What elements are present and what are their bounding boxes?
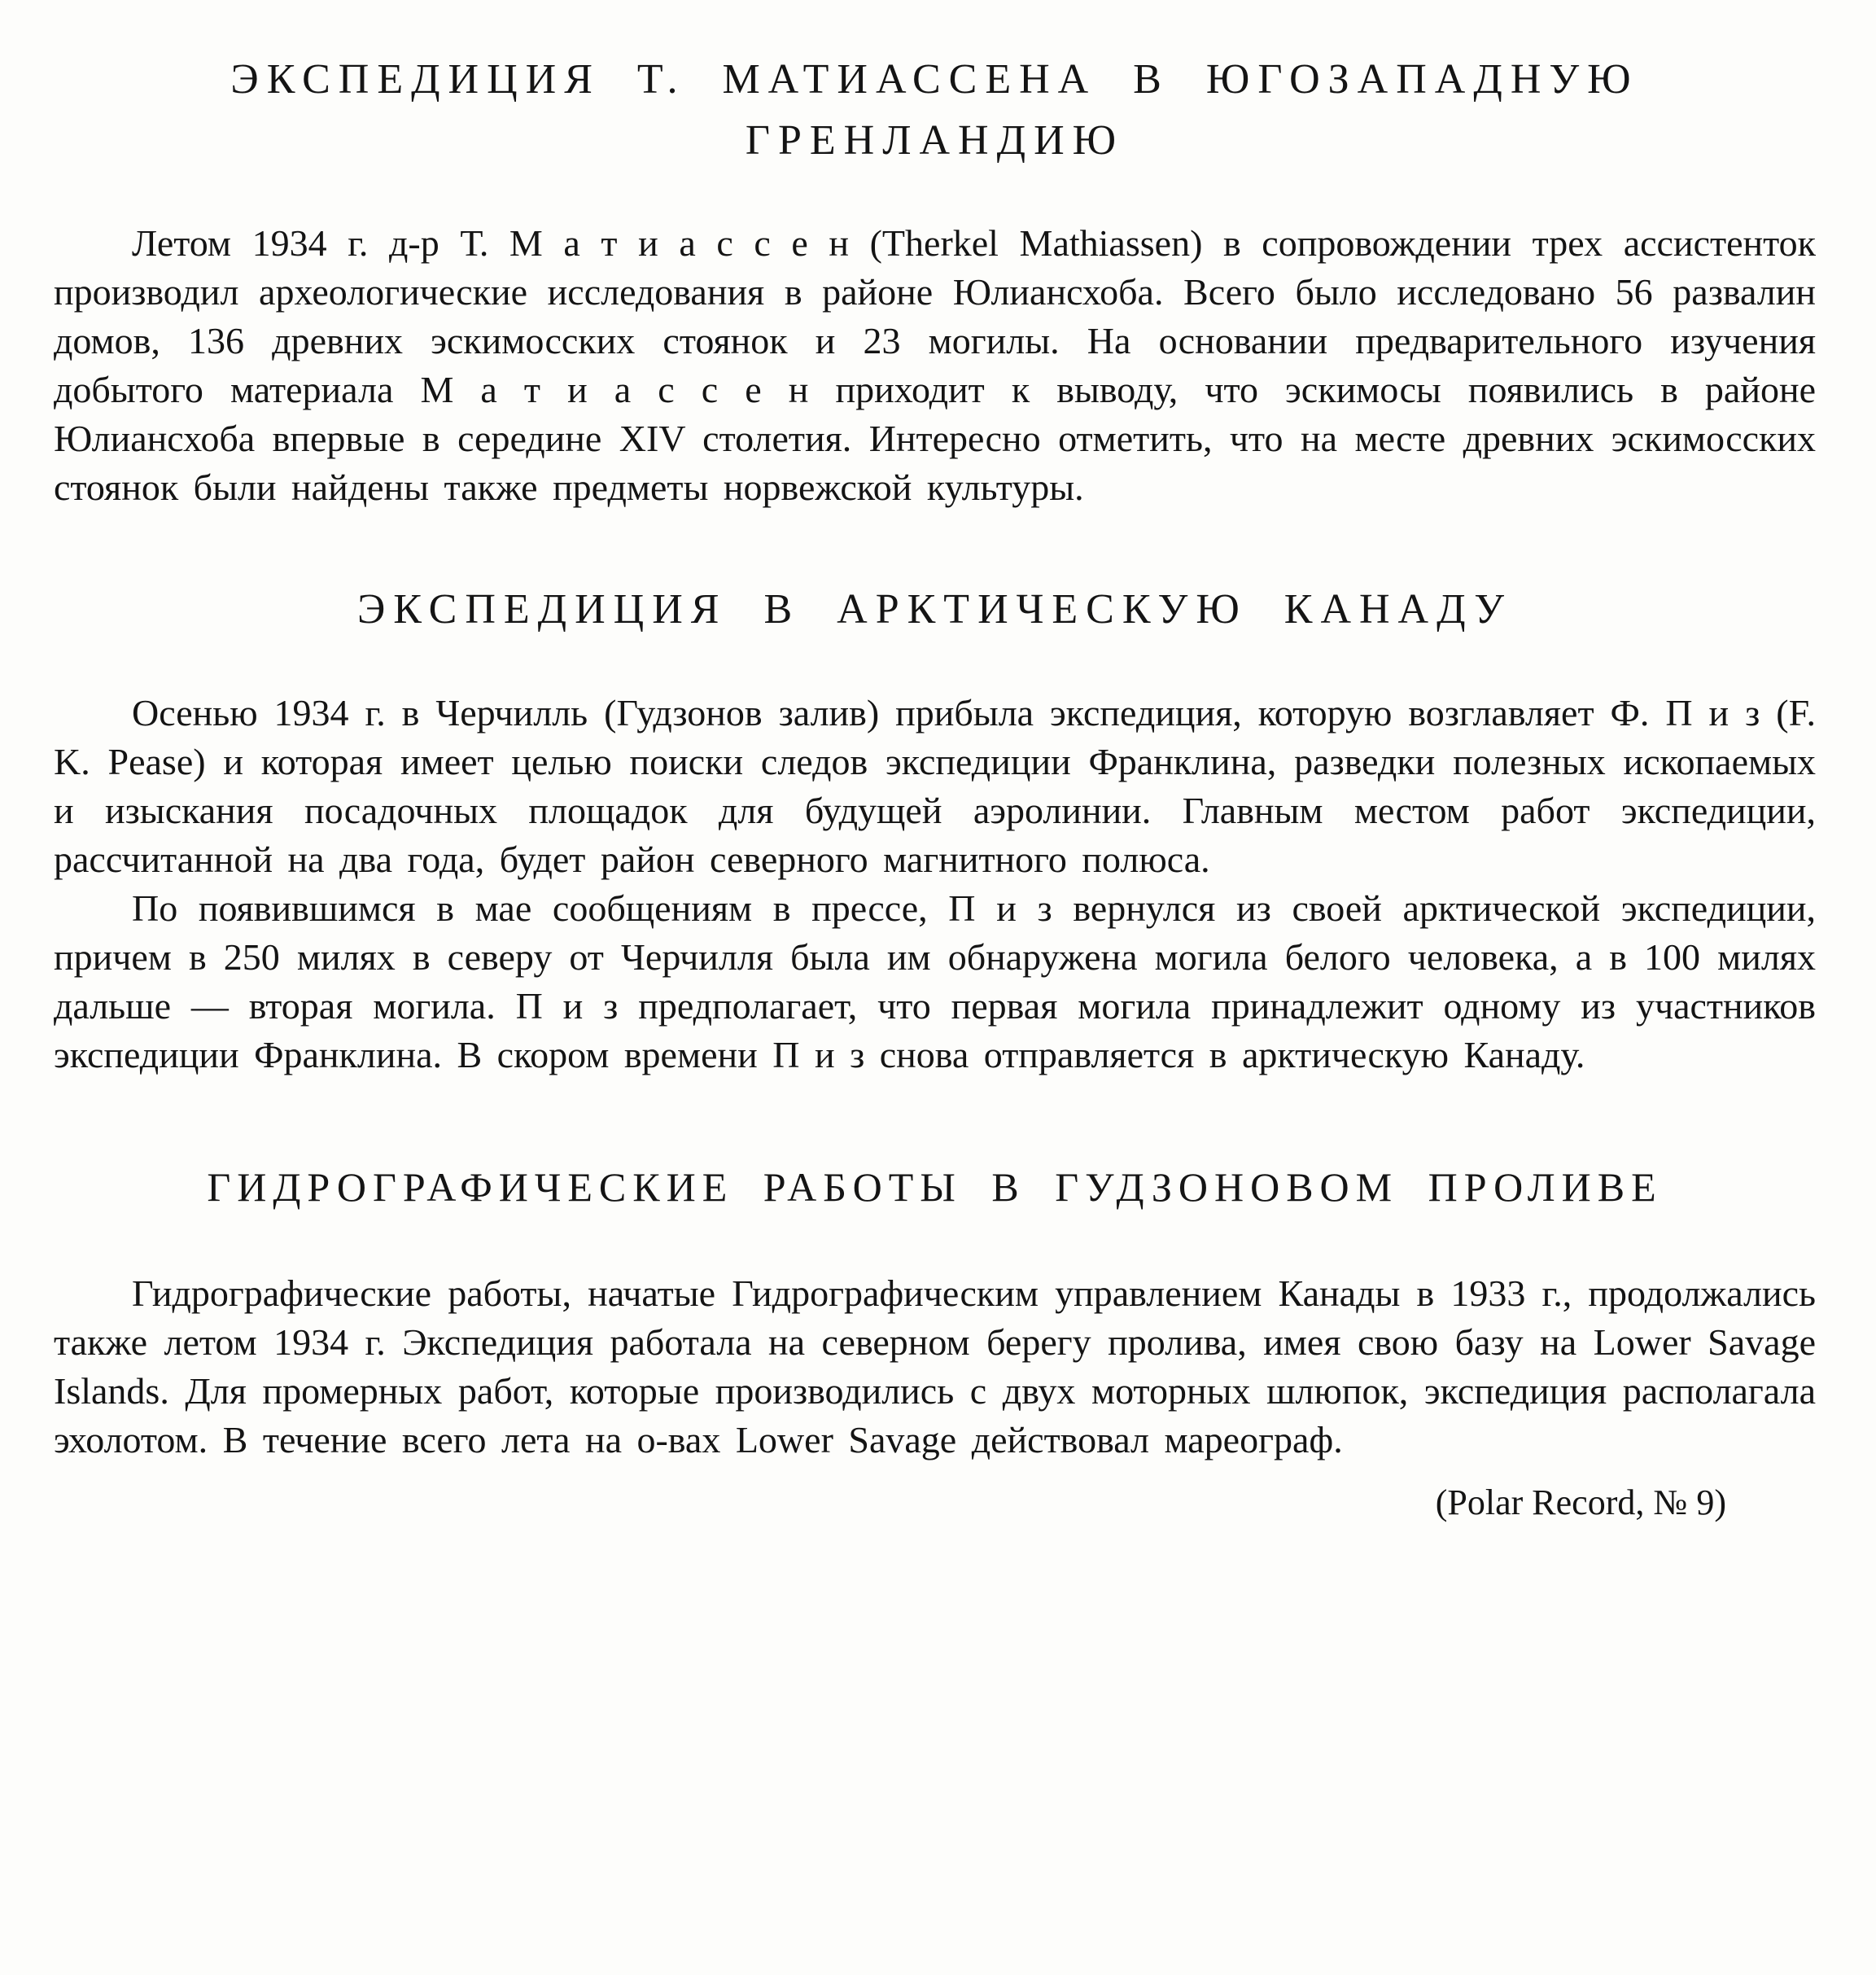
section-1-title: ЭКСПЕДИЦИЯ Т. МАТИАССЕНА В ЮГОЗАПАДНУЮ ГРЕНЛАНДИЮ — [230, 56, 1639, 164]
section-3-paragraph-1: Гидрографические работы, начатые Гидрографическим управлением Канады в 1933 г., продолжались также летом 1934 г. Экспедиция работала на северном берегу пролива, имея свою базу на Lower Savage Islands. Для промерных работ, которые производились с двух моторных шлюпок, экспедиция располагала эхолотом. В течение всего лета на о-вах Lower Savage действовал мареограф. — [54, 1272, 1816, 1460]
section-2-title: ЭКСПЕДИЦИЯ В АРКТИЧЕСКУЮ КАНАДУ — [356, 585, 1513, 633]
section-3-title: ГИДРОГРАФИЧЕСКИЕ РАБОТЫ В ГУДЗОНОВОМ ПРОЛИВЕ — [207, 1164, 1663, 1211]
section-1-paragraph-1: Летом 1934 г. д-р Т. М а т и а с с е н (Therkel Mathiassen) в сопровождении трех ассистенток производил археологические исследования в районе Юлиансхоба. Всего было исследовано 56 развалин домов, 136 древних эскимосских стоянок и 23 могилы. На основании предварительного изучения добытого материала М а т и а с с е н приходит к выводу, что эскимосы появились в районе Юлиансхоба впервые в середине XIV столетия. Интересно отметить, что на месте древних эскимосских стоянок были найдены также предметы норвежской культуры. — [54, 221, 1816, 508]
section-2-paragraph-2: По появившимся в мае сообщениям в прессе, П и з вернулся из своей арктической экспедиции, причем в 250 милях в северу от Черчилля была им обнаружена могила белого человека, а в 100 милях дальше — вторая могила. П и з предполагает, что первая могила принадлежит одному из участников экспедиции Франклина. В скором времени П и з снова отправляется в арктическую Канаду. — [54, 887, 1816, 1076]
source-citation: (Polar Record, № 9) — [1435, 1482, 1726, 1522]
section-2-paragraph-1: Осенью 1934 г. в Черчилль (Гудзонов залив) прибыла экспедиция, которую возглавляет Ф. П и з (F. K. Pease) и которая имеет целью поиски следов экспедиции Франклина, разведки полезных ископаемых и изыскания посадочных площадок для будущей аэролинии. Главным местом работ экспедиции, рассчитанной на два года, будет район северного магнитного полюса. — [54, 692, 1816, 881]
